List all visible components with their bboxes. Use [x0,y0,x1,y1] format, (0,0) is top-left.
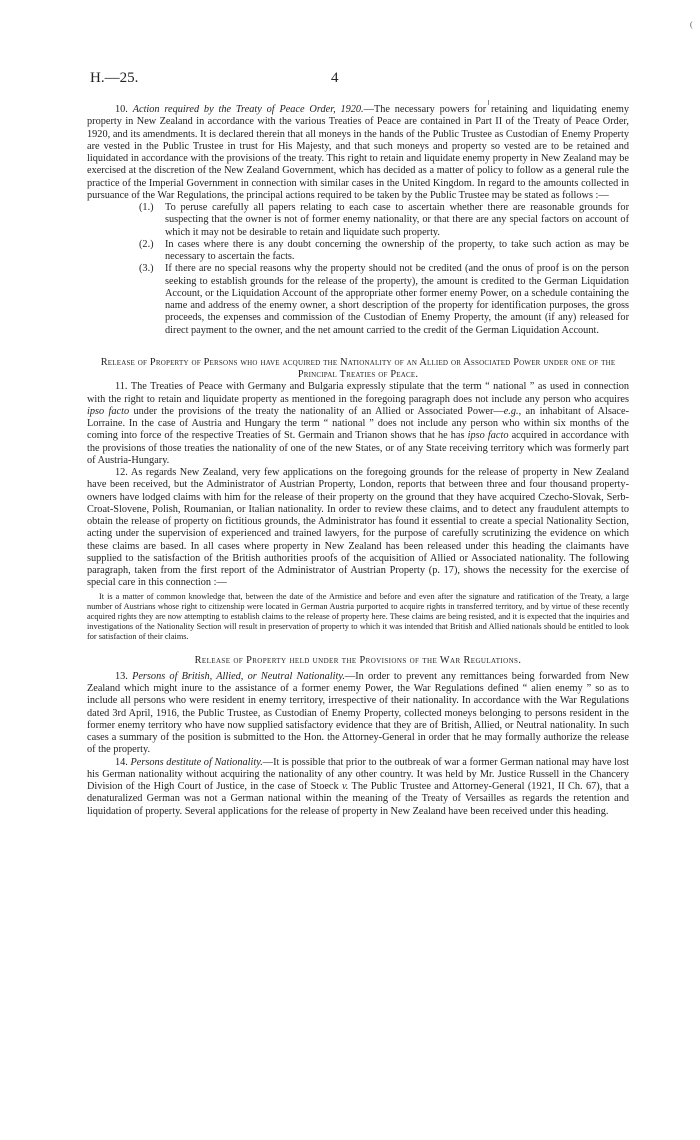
paragraph-number: 11. [115,381,128,393]
paragraph-14 [87,757,629,818]
paragraph-number: 13. [115,670,128,682]
actions-list [87,202,629,337]
list-item [139,202,629,239]
paragraph-text: —In order to prevent any remittances being forwarded from New Zealand which might inure to the assistance of a former enemy Power, the War Regulations defined “ alien enemy ” so as to include all persons who were resident in enemy territory, irrespective of their nationality. In accordance with the War Regulations dated 3rd April, 1916, the Public Trustee, as Custodian of Enemy Property, collected moneys belonging to persons resident in the former enemy territory who have now supplied satisfactory evidence that they are of British, Allied, or Neutral nationality. In such cases a summary of the position is submitted to the Hon. the Attorney-General in order that he may formally authorize the release of the property. [87,670,630,756]
page-header [90,70,640,94]
list-item-number: (3.) [139,263,154,275]
paragraph-text: As regards New Zealand, very few applications on the foregoing grounds for the release of property in New Zealand have been received, but the Administrator of Austrian Property, London, reports that between three and four thousand property-owners have lodged claims with him for the release of their property on the ground that they have acquired Czecho-Slovak, Serb-Croat-Slovene, Polish, Roumanian, or Italian nationality. In order to review these claims, and to detect any fraudulent attempts to obtain the release of property on fictitious grounds, the Administrator has found it essential to create a special Nationality Section, acting under the supervision of experienced and trained lawyers, for the purpose of carefully scrutinizing the evidence on which these claims are based. In all cases where property in New Zealand has been released under this heading the claimants have supplied to the satisfaction of the British authorities proofs of the acquisition of Allied or Associated nationality. The following paragraph, taken from the first report of the Administrator of Austrian Property (p. 17), shows the necessity for the exercise of special care in this connection :— [87,467,629,589]
document-reference: H.—25. [90,70,139,86]
paragraph-text: The Treaties of Peace with Germany and Bulgaria expressly stipulate that the term “ national ” as used in connection with the right to retain and liquidate property as mentioned in the foregoing paragraph does not include any person who acquires [87,381,629,405]
paragraph-text: The Public Trustee and Attorney-General (1921, II Ch. 67), that a denaturalized German was not a German national within the meaning of the Treaty of Versailles as regards the retention and liquidation of property. Several applications for the release of property in New Zealand have been received under this heading. [87,781,629,817]
paragraph-text: acquired in accordance with the provisions of those treaties the nationality of one of the new States, or of any State receiving territory which was formerly part of Austria-Hungary. [87,430,629,466]
list-item-text: If there are no special reasons why the property should not be credited (and the onus of proof is on the person seeking to establish grounds for the release of the property), the amount is credited to the German Liquidation Account, or the Liquidation Account of the appropriate other former enemy Power, on a schedule containing the name and address of the enemy owner, a short description of the property for identification purposes, the gross proceeds, the expenses and commission of the Custodian of Enemy Property, the amount (if any) released for direct payment to the owner, and the net amount carried to the credit of the German Liquidation Account. [165,263,629,336]
section-heading-release-nationality: Release of Property of Persons who have acquired the Nationality of an Allied or Associated Power under one of the Principal Treaties of Peace. [100,356,616,380]
document-body [87,104,629,818]
section-heading-war-regulations: Release of Property held under the Provisions of the War Regulations. [194,654,522,666]
italic-term: e.g. [503,405,519,417]
paragraph-12 [87,467,629,590]
paragraph-title: Persons of British, Allied, or Neutral Nationality. [132,670,345,682]
paragraph-text: —The necessary powers for retaining and liquidating enemy property in New Zealand in accordance with the various Treaties of Peace are contained in Part II of the Treaty of Peace Order, 1920, and its amendments. It is declared therein that all moneys in the hands of the Public Trustee as Custodian of Enemy Property are vested in the Public Trustee in trust for His Majesty, and that such moneys and property so vested are to be retained and liquidated in accordance with the provisions of the treaty. This right to retain and liquidate enemy property in New Zealand may be exercised at the discretion of the New Zealand Government, which has decided as a matter of policy to follow as a general rule the practice of the Imperial Government in connection with similar cases in the United Kingdom. In regard to the amounts collected in pursuance of the War Regulations, the principal actions required to be taken by the Public Trustee may be stated as follows :— [87,104,629,201]
paragraph-title: Persons destitute of Nationality. [130,756,263,768]
paragraph-title: Action required by the Treaty of Peace Order, 1920. [132,104,364,115]
list-item [139,263,629,337]
list-item-number: (2.) [139,238,154,250]
paragraph-number: 12. [115,467,128,478]
list-item-text: In cases where there is any doubt concerning the ownership of the property, to take such action as may be necessary to ascertain the facts. [165,238,629,262]
italic-term: v. [342,781,349,792]
paragraph-10 [87,104,629,202]
margin-mark: ( [690,20,693,29]
list-item-text: To peruse carefully all papers relating to each case to ascertain whether there are reasonable grounds for suspecting that the owner is not of former enemy nationality, or that there are any special factors on account of which it may not be desirable to retain and liquidate such property. [165,202,629,238]
page-number: 4 [331,70,339,86]
quoted-extract: It is a matter of common knowledge that, between the date of the Armistice and before and even after the signature and ratification of the Treaty, a large number of Austrians whose right to citizenship were located in German Austria purported to acquire rights in transferred territory, and by virtue of these recently acquired rights they are now attempting to establish claims to the release of property here. These claims are being resisted, and it is expected that the inquiries and investigations of the Nationality Section will result in preservation of property to which it was intended that British and Allied nationals should be entitled to look for satisfaction of their claims. [87,591,629,641]
list-item [139,239,629,264]
italic-term: ipso facto [87,405,130,417]
paragraph-text: under the provisions of the treaty the nationality of an Allied or Associated Power— [129,405,504,417]
paragraph-13 [87,671,629,757]
paragraph-text: , an inhabitant of Alsace-Lorraine. In the case of Austria and Hungary the term “ national ” does not include any person who within six months of the coming into force of the respective Treaties of St. Germain and Trianon shows that he has [87,405,629,442]
italic-term: ipso facto [467,430,509,442]
paragraph-11 [87,381,629,467]
paragraph-number: 14. [115,756,128,768]
paragraph-number: 10. [115,104,128,115]
list-item-number: (1.) [139,202,154,213]
paragraph-text: —It is possible that prior to the outbreak of war a former German national may have lost his German nationality without acquiring the nationality of any other country. It was held by Mr. Justice Russell in the Chancery Division of the High Court of Justice, in the case of Stoeck [87,756,630,792]
